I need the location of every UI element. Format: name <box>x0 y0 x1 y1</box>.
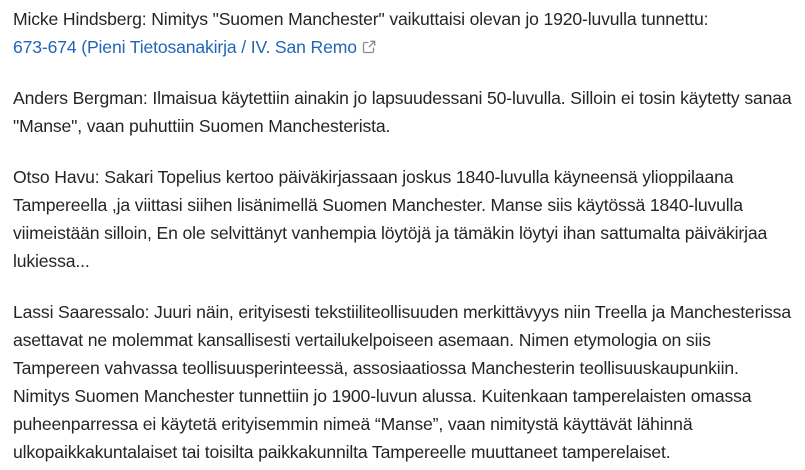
comment-paragraph-anders-bergman: Anders Bergman: Ilmaisua käytettiin ainakin jo lapsuudessani 50-luvulla. Silloin ei tosin käytetty sanaa "Manse", vaan puhuttiin Suomen Manchesterista. <box>13 88 792 136</box>
comment-paragraph-otso-havu: Otso Havu: Sakari Topelius kertoo päiväkirjassaan joskus 1840-luvulla käyneensä ylioppilaana Tampereella ,ja viittasi siihen lisänimellä Suomen Manchester. Manse siis käytössä 1840-luvulla viimeistään silloin, En ole selvittänyt vanhempia löytöjä ja tämäkin löytyi ihan sattumalta päiväkirjaa lukiessa... <box>13 167 768 271</box>
comment-paragraph-lassi-saaressalo: Lassi Saaressalo: Juuri näin, erityisesti tekstiiliteollisuuden merkittävyys niin Treella ja Manchesterissa asettavat ne molemmat kansallisesti vertailukelpoiseen asemaan. Nimen etymologia on siis Tampereen vahvassa teollisuusperinteessä, assosiaatiossa Manchesterin teollisuuskaupunkiin. Nimitys Suomen Manchester tunnettiin jo 1900-luvun alussa. Kuitenkaan tamperelaisten omassa puheenparressa ei käytetä erityisemmin nimeä “Manse”, vaan nimitystä käyttävät lähinnä ulkopaikkakuntalaiset tai toisilta paikkakunnilta Tampereelle muuttaneet tamperelaiset. <box>13 302 791 462</box>
comment-paragraph-micke-hindsberg <box>13 5 793 61</box>
comment-text: Micke Hindsberg: Nimitys "Suomen Manchester" vaikuttaisi olevan jo 1920-luvulla tunnettu: <box>13 9 709 29</box>
source-link-label[interactable]: 673-674 (Pieni Tietosanakirja / IV. San Remo <box>13 37 357 57</box>
external-link-icon[interactable] <box>362 40 376 54</box>
source-link[interactable] <box>13 37 376 57</box>
